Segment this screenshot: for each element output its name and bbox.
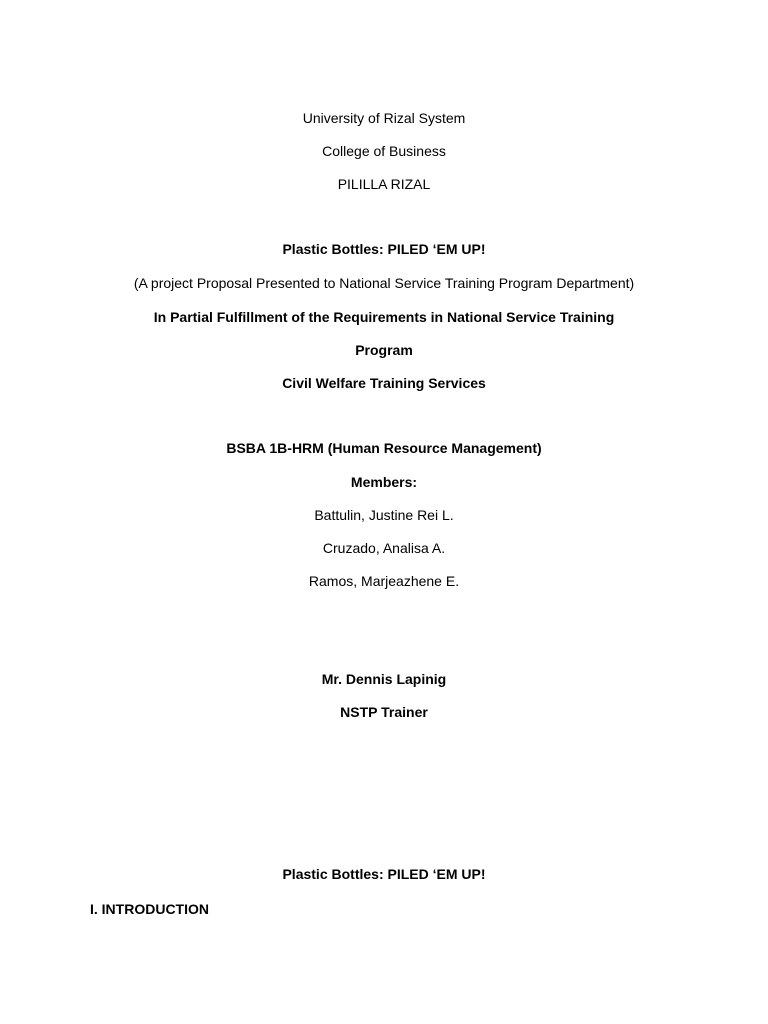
- program-name: Civil Welfare Training Services: [282, 375, 486, 391]
- members-label: Members:: [350, 474, 418, 490]
- university-name: University of Rizal System: [302, 110, 466, 126]
- location: PILILLA RIZAL: [337, 176, 431, 192]
- college-name: College of Business: [322, 143, 446, 159]
- member-item: Cruzado, Analisa A.: [322, 540, 446, 556]
- member-item: Battulin, Justine Rei L.: [314, 507, 454, 523]
- trainer-role: NSTP Trainer: [340, 704, 428, 720]
- introduction-heading: I. INTRODUCTION: [90, 901, 209, 917]
- document-subtitle: (A project Proposal Presented to National Service Training Program Department): [133, 275, 635, 291]
- member-item: Ramos, Marjeazhene E.: [308, 573, 460, 589]
- trainer-name: Mr. Dennis Lapinig: [321, 671, 447, 687]
- section-name: BSBA 1B-HRM (Human Resource Management): [226, 440, 542, 456]
- body-title: Plastic Bottles: PILED ‘EM UP!: [282, 866, 486, 882]
- fulfillment-line-1: In Partial Fulfillment of the Requirements in National Service Training: [153, 309, 615, 325]
- fulfillment-line-2: Program: [355, 342, 413, 358]
- document-title: Plastic Bottles: PILED ‘EM UP!: [282, 241, 486, 257]
